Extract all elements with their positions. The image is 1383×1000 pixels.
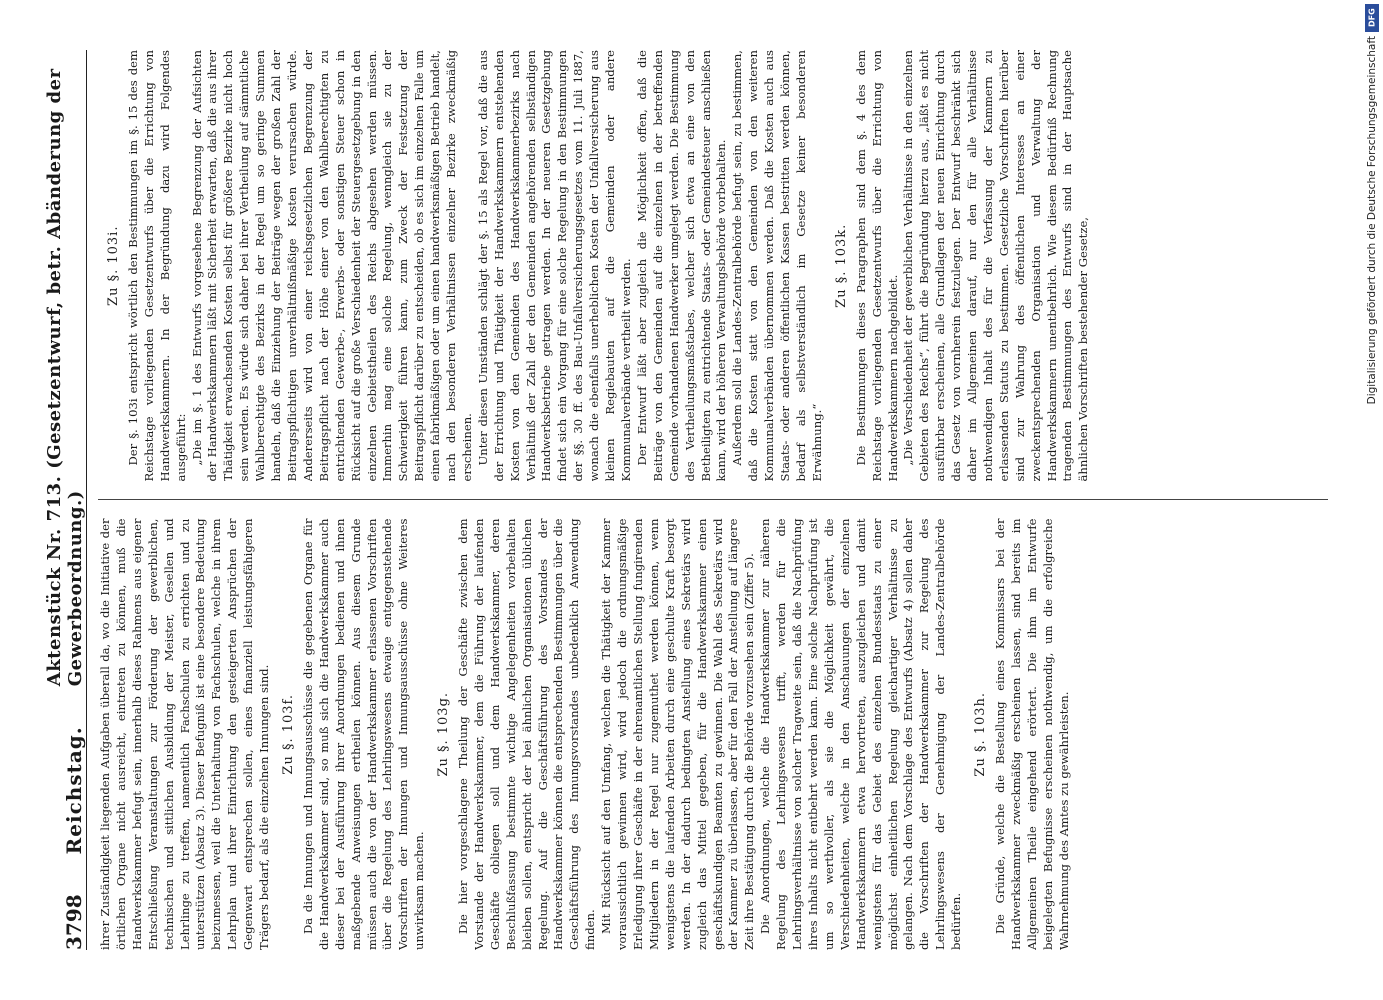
text-columns [98, 50, 1328, 950]
paragraph: Unter diesen Umständen schlägt der §. 15 als Regel vor, daß die aus der Errichtung und Thätigkeit der Handwerkskammern entstehenden Kosten von den Gemeinden des Handwerkskammerbezirks nach Verhältniß der Zahl der den Gemeinden angehörenden selbständigen Handwerksbetriebe getragen werden. In der neueren Gesetzgebung findet sich ein Vorgang für eine solche Regelung in den Bestimmungen der §§. 30 ff. des Bau-Unfallversicherungsgesetzes vom 11. Juli 1887, wonach die ebenfalls unerheblichen Kosten der Unfallversicherung aus kleinen Regiebauten auf die Gemeinden oder andere Kommunalverbände vertheilt werden. [475, 50, 633, 482]
running-head [44, 50, 87, 950]
paragraph: Die hier vorgeschlagene Theilung der Geschäfte zwischen dem Vorstande der Handwerkskammer, dem die Führung der laufenden Geschäfte obliegen soll und dem Handwerkskammer, deren Beschlußfassung bestimmte wichtige Angelegenheiten vorbehalten bleiben sollen, entspricht der bei ähnlichen Organisationen üblichen Regelung. Auf die Geschäftsführung des Vorstandes der Handwerkskammer können die entsprechenden Bestimmungen über die Geschäftsführung des Innungsvorstandes unbedenklich Anwendung finden. [456, 518, 598, 950]
section-heading: Zu §. 103k. [833, 223, 849, 308]
paragraph: Da die Innungen und Innungsausschüsse die gegebenen Organe für die Handwerkskammer sind, so muß sich die Handwerkskammer auch dieser bei der Ausführung ihrer Anordnungen bedienen und ihnen maßgebende Anweisungen ertheilen können. Aus diesem Grunde müssen auch die von der Handwerkskammer erlassenen Vorschriften über die Regelung des Lehrlingswesens etwaige entgegenstehende Vorschriften der Innungen und Innungsausschüsse ohne Weiteres unwirksam machen. [300, 518, 427, 950]
rotated-page [46, 30, 1336, 970]
paragraph: Der §. 103i entspricht wörtlich den Bestimmungen im §. 15 des dem Reichstage vorliegenden Gesetzentwurfs über die Errichtung von Handwerkskammern. In der Begründung dazu wird Folgendes ausgeführt: [125, 50, 188, 482]
section-heading: Zu §. 103i. [106, 225, 121, 306]
paragraph: Mit Rücksicht auf den Umfang, welchen die Thätigkeit der Kammer voraussichtlich gewinnen wird, wird jedoch die ordnungsmäßige Erledigung ihrer Geschäfte in der ehrenamtlichen Stellung fungirenden Mitgliedern in der Regel nur zugemuthet werden können, wenn wenigstens die laufenden Arbeiten durch eine geschulte Kraft besorgt werden. In der dadurch bedingten Anstellung eines Sekretärs wird zugleich das Mittel gegeben, für die Handwerkskammer einen geschäftskundigen Beamten zu gewinnen. Die Wahl des Sekretärs wird der Kammer zu überlassen, aber für den Fall der Anstellung auf längere Zeit ihre Bestätigung durch die Behörde vorzusehen sein (Ziffer 5). [599, 518, 757, 950]
column-divider [98, 500, 1328, 501]
right-column [98, 50, 1328, 482]
paragraph: ihrer Zuständigkeit liegenden Aufgaben überall da, wo die Initiative der örtlichen Organe nicht ausreicht, eintreten zu können, muß die Handwerkskammer befugt sein, innerhalb dieses Rahmens aus eigener Entschließung Veranstaltungen zur Förderung der gewerblichen, technischen und sittlichen Ausbildung der Meister, Gesellen und Lehrlinge zu treffen, namentlich Fachschulen zu errichten und zu unterstützen (Absatz 3). Dieser Befugniß ist eine besondere Bedeutung beizumessen, weil die Unterhaltung von Fachschulen, welche in ihrem Lehrplan und ihrer Einrichtung den gesteigerten Ansprüchen der Gegenwart entsprechen sollen, eines finanziell leistungsfähigeren Trägers bedarf, als die einzelnen Innungen sind. [98, 518, 272, 950]
dfg-logo: DFG [1365, 4, 1379, 32]
page-title: Aktenstück Nr. 713. (Gesetzentwurf, betr. Abänderung der Gewerbeordnung.) [44, 68, 86, 687]
paragraph: Außerdem soll die Landes-Zentralbehörde befugt sein, zu bestimmen, daß die Kosten statt von den Gemeinden von den weiteren Kommunalverbänden übernommen werden. Daß die Kosten auch aus Staats- oder anderen öffentlichen Kassen bestritten werden können, bedarf als selbstverständlich im Gesetze keiner besonderen Erwähnung.“ [730, 50, 824, 482]
paragraph: Die Gründe, welche die Bestellung eines Kommissars bei der Handwerkskammer zweckmäßig erscheinen lassen, sind bereits im Allgemeinen Theile eingehend erörtert. Die ihm im Entwurfe beigelegten Befugnisse erscheinen nothwendig, um die erfolgreiche Wahrnehmung des Amtes zu gewährleisten. [992, 518, 1071, 950]
section-heading: Zu §. 103f. [280, 693, 296, 775]
page-number: 3798 [62, 894, 86, 950]
paragraph: Die Bestimmungen dieses Paragraphen sind dem §. 4 des dem Reichstage vorliegenden Gesetzentwurfs über die Errichtung von Handwerkskammern nachgebildet. [853, 50, 900, 482]
section-heading: Zu §. 103g. [436, 691, 452, 777]
left-column [98, 519, 1328, 951]
paragraph: „Die im §. 1 des Entwurfs vorgesehene Begrenzung der Aufsichten der Handwerkskammern läßt mit Sicherheit erwarten, daß die aus ihrer Thätigkeit erwachsenden Kosten selbst für größere Bezirke nicht hoch sein werden. Es würde sich daher bei ihrer Vertheilung auf sämmtliche Wahlberechtigte des Bezirks in der Regel um so geringe Summen handeln, daß die Einziehung der Beiträge wegen der großen Zahl der Beitragspflichtigen unverhältnißmäßige Kosten verursachen würde. Andererseits wird von einer reichsgesetzlichen Begrenzung der Beitragspflicht nach der Höhe einer von den Wahlberechtigten zu entrichtenden Gewerbe-, Erwerbs- oder sonstigen Steuer schon in Rücksicht auf die große Verschiedenheit der Steuergesetzgebung in den einzelnen Gebietstheilen des Reichs abgesehen werden müssen. Immerhin mag eine solche Regelung, wenngleich sie zu der Schwierigkeit führen kann, zum Zweck der Festsetzung der Beitragspflicht darüber zu entscheiden, ob es sich im einzelnen Falle um einen fabrikmäßigen oder um einen handwerksmäßigen Betrieb handelt, nach den besonderen Verhältnissen einzelner Bezirke zweckmäßig erscheinen. [189, 50, 474, 482]
section-heading: Zu §. 103h. [973, 691, 989, 777]
paragraph: Der Entwurf läßt aber zugleich die Möglichkeit offen, daß die Beiträge von den Gemeinden auf die einzelnen in der betreffenden Gemeinde vorhandenen Handwerker umgelegt werden. Die Bestimmung des Vertheilungsmaßstabes, welcher sich etwa an eine von den Betheiligten zu entrichtende Staats- oder Gemeindesteuer anschließen kann, wird der höheren Verwaltungsbehörde vorbehalten. [634, 50, 729, 482]
paragraph: „Die Verschiedenheit der gewerblichen Verhältnisse in den einzelnen Gebieten des Reichs“, führt die Begründung hierzu aus, „läßt es nicht ausführbar erscheinen, alle Grundlagen der neuen Einrichtung durch das Gesetz von vornherein festzulegen. Der Entwurf beschränkt sich daher im Allgemeinen darauf, nur den für alle Verhältnisse nothwendigen Inhalt des für die Verfassung der Kammern zu erlassenden Statuts zu bestimmen. Gesetzliche Vorschriften hierüber sind zur Wahrung des öffentlichen Interesses an einer zweckentsprechenden Organisation und Verwaltung der Handwerkskammern unentbehrlich. Wie diesem Bedürfniß Rechnung tragenden Bestimmungen des Entwurfs sind in der Hauptsache ähnlichen Vorschriften bestehender Gesetze, [901, 50, 1091, 482]
digitization-credit: Digitalisierung gefördert durch die Deutsche Forschungsgemeinschaft [1366, 36, 1378, 405]
section-word: Reichstag. [62, 726, 86, 855]
dfg-credit [1365, 4, 1379, 704]
paragraph: Die Anordnungen, welche die Handwerkskammer zur näheren Regelung des Lehrlingswesens trifft, werden für die Lehrlingsverhältnisse von solcher Tragweite sein, daß die Nachprüfung ihres Inhalts nicht entbehrt werden kann. Eine solche Nachprüfung ist um so werthvoller, als sie die Möglichkeit gewährt, die Verschiedenheiten, welche in den Anschauungen der einzelnen Handwerkskammern etwa hervortreten, auszugleichen und damit wenigstens für das Gebiet des einzelnen Bundesstaats zu einer möglichst einheitlichen Regelung gleichartiger Verhältnisse zu gelangen. Nach dem Vorschlage des Entwurfs (Absatz 4) sollen daher die Vorschriften der Handwerkskammer zur Regelung des Lehrlingswesens der Genehmigung der Landes-Zentralbehörde bedürfen. [758, 518, 964, 950]
